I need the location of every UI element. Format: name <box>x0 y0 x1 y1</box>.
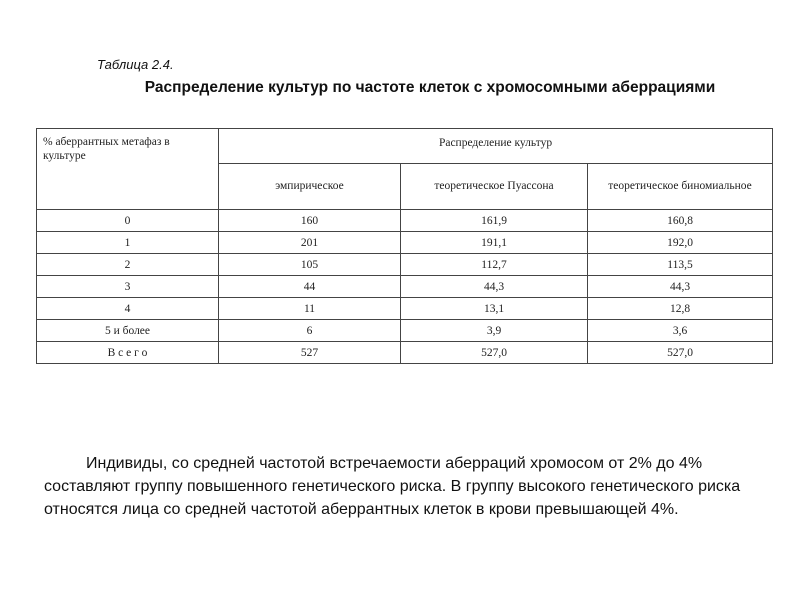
table-cell: 4 <box>37 298 219 320</box>
table-cell: 6 <box>219 320 401 342</box>
table-cell: 192,0 <box>588 232 773 254</box>
table-cell: 113,5 <box>588 254 773 276</box>
table-cell: 0 <box>37 210 219 232</box>
table-row <box>37 276 773 298</box>
table-title: Распределение культур по частоте клеток с хромосомными аберрациями <box>144 79 716 96</box>
table-cell: 201 <box>219 232 401 254</box>
table-row <box>37 298 773 320</box>
table-row <box>37 232 773 254</box>
table-cell: 160 <box>219 210 401 232</box>
table-cell: 191,1 <box>401 232 588 254</box>
table-cell: 44,3 <box>588 276 773 298</box>
table-row <box>37 254 773 276</box>
table-cell: 527,0 <box>588 342 773 364</box>
table-cell: 12,8 <box>588 298 773 320</box>
table-cell: 2 <box>37 254 219 276</box>
table-row <box>37 320 773 342</box>
distribution-table <box>36 128 773 364</box>
header-culture-distribution: Распределение культур <box>219 129 773 164</box>
table-cell: 112,7 <box>401 254 588 276</box>
table-cell: 5 и более <box>37 320 219 342</box>
subheader-empirical: эмпирическое <box>219 163 401 209</box>
table-cell: 161,9 <box>401 210 588 232</box>
table-cell: 13,1 <box>401 298 588 320</box>
table-cell: В с е г о <box>37 342 219 364</box>
paragraph-text: Индивиды, со средней частотой встречаемости аберраций хромосом от 2% до 4% составляют группу повышенного генетического риска. В группу высокого генетического риска относятся лица со средней частотой аберрантных клеток в крови превышающей 4%. <box>44 455 741 518</box>
table-row <box>37 210 773 232</box>
table-cell: 527 <box>219 342 401 364</box>
table-cell: 3,9 <box>401 320 588 342</box>
header-aberrant-metaphases: % аберрантных метафаз в культуре <box>37 129 219 210</box>
table-cell: 44,3 <box>401 276 588 298</box>
table-cell: 527,0 <box>401 342 588 364</box>
table-cell: 160,8 <box>588 210 773 232</box>
table-cell: 105 <box>219 254 401 276</box>
table-cell: 11 <box>219 298 401 320</box>
table-cell: 1 <box>37 232 219 254</box>
body-paragraph <box>44 452 774 521</box>
table-cell: 3,6 <box>588 320 773 342</box>
subheader-binomial: теоретическое биномиальное <box>588 163 773 209</box>
subheader-poisson: теоретическое Пуассона <box>401 163 588 209</box>
table-row-total <box>37 342 773 364</box>
table-cell: 3 <box>37 276 219 298</box>
table-caption: Таблица 2.4. <box>97 57 174 72</box>
table-cell: 44 <box>219 276 401 298</box>
